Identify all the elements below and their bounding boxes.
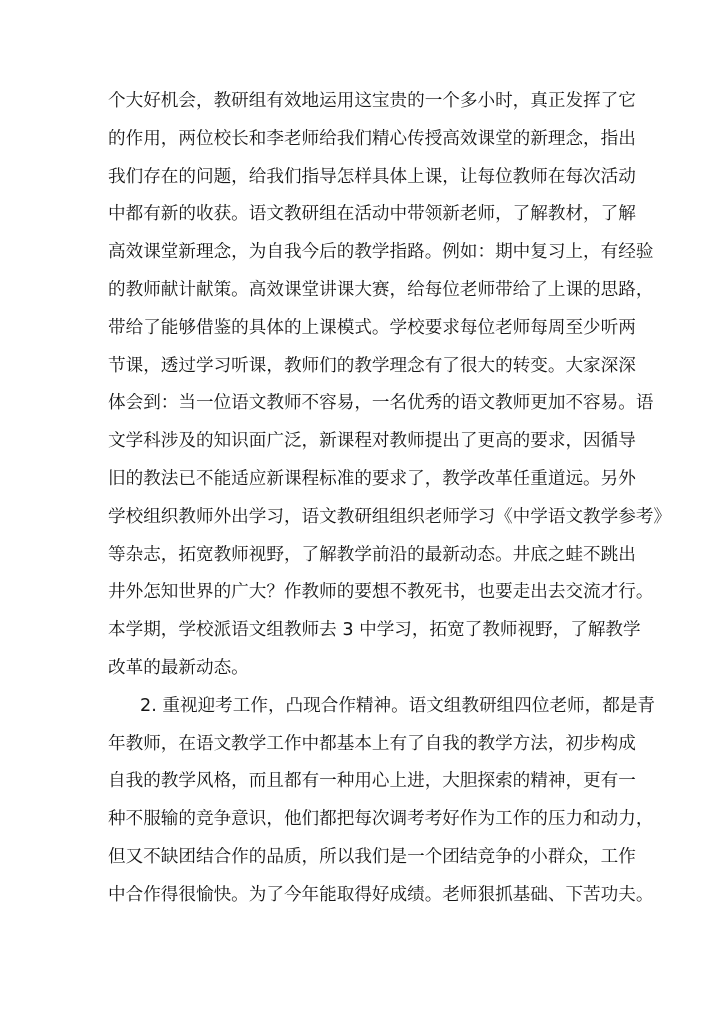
text-line-15: 本学期，学校派语文组教师去 3 中学习，拓宽了教师视野，了解教学 bbox=[108, 620, 641, 641]
body-text bbox=[108, 83, 672, 915]
text-line-13: 等杂志，拓宽教师视野，了解教学前沿的最新动态。井底之蛙不跳出 bbox=[108, 544, 636, 565]
text-line-20: 种不服输的竞争意识，他们都把每次调考考好作为工作的压力和动力， bbox=[108, 809, 654, 830]
text-line-4: 中都有新的收获。语文教研组在活动中带领新老师，了解教材，了解 bbox=[108, 204, 636, 225]
text-line-19: 自我的教学风格，而且都有一种用心上进，大胆探索的精神，更有一 bbox=[108, 771, 636, 792]
text-line-9: 体会到：当一位语文教师不容易，一名优秀的语文教师更加不容易。语 bbox=[108, 393, 654, 414]
text-line-10: 文学科涉及的知识面广泛，新课程对教师提出了更高的要求，因循导 bbox=[108, 431, 636, 452]
text-line-6: 的教师献计献策。高效课堂讲课大赛，给每位老师带给了上课的思路， bbox=[108, 279, 654, 300]
text-line-11: 旧的教法已不能适应新课程标准的要求了，教学改革任重道远。另外 bbox=[108, 468, 636, 489]
text-line-3: 我们存在的问题，给我们指导怎样具体上课，让每位教师在每次活动 bbox=[108, 166, 636, 187]
text-line-21: 但又不缺团结合作的品质，所以我们是一个团结竞争的小群众，工作 bbox=[108, 846, 636, 867]
text-line-1: 个大好机会，教研组有效地运用这宝贵的一个多小时，真正发挥了它 bbox=[108, 91, 636, 111]
text-line-12: 学校组织教师外出学习，语文教研组组织老师学习《中学语文教学参考》 bbox=[108, 506, 672, 527]
text-line-16: 改革的最新动态。 bbox=[108, 657, 249, 678]
text-line-7: 带给了能够借鉴的具体的上课模式。学校要求每位老师每周至少听两 bbox=[108, 317, 636, 338]
text-line-2: 的作用，两位校长和李老师给我们精心传授高效课堂的新理念，指出 bbox=[108, 128, 636, 149]
text-line-8: 节课，透过学习听课，教师们的教学理念有了很大的转变。大家深深 bbox=[108, 355, 636, 376]
text-line-17: 2. 重视迎考工作，凸现合作精神。语文组教研组四位老师，都是青 bbox=[140, 695, 656, 716]
text-line-14: 井外怎知世界的广大？作教师的要想不教死书，也要走出去交流才行。 bbox=[108, 582, 654, 603]
text-line-22: 中合作得很愉快。为了今年能取得好成绩。老师狠抓基础、下苦功夫。 bbox=[108, 884, 654, 905]
text-line-18: 年教师，在语文教学工作中都基本上有了自我的教学方法，初步构成 bbox=[108, 733, 636, 754]
text-line-5: 高效课堂新理念，为自我今后的教学指路。例如：期中复习上，有经验 bbox=[108, 242, 654, 263]
